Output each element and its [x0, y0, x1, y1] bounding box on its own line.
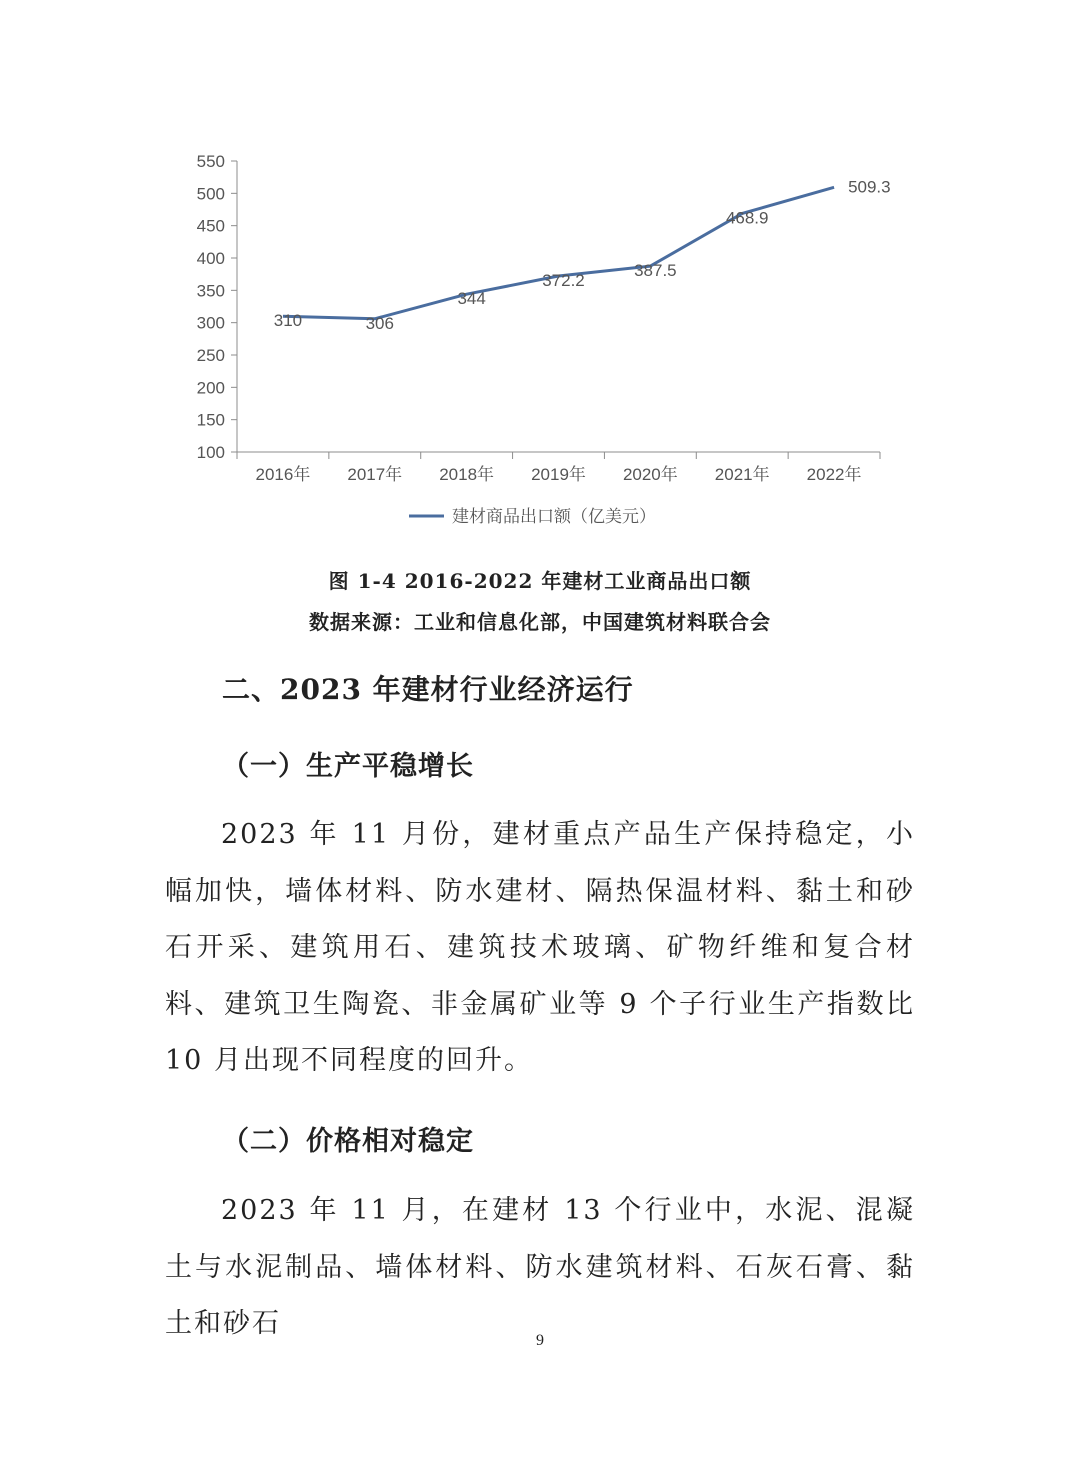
page-number: 9 — [536, 1332, 544, 1349]
x-tick-label: 2017年 — [347, 465, 403, 484]
data-label: 387.5 — [634, 261, 677, 281]
x-tick-label: 2021年 — [714, 465, 770, 484]
x-tick-label: 2020年 — [622, 465, 678, 484]
y-tick-label: 250 — [196, 346, 225, 365]
series-line — [283, 187, 834, 318]
y-tick-label: 350 — [196, 281, 225, 301]
figure-source: 数据来源：工业和信息化部，中国建筑材料联合会 — [309, 610, 771, 634]
x-tick-label: 2022年 — [806, 465, 862, 484]
x-tick-label: 2016年 — [255, 465, 311, 484]
chart-legend — [409, 507, 656, 526]
y-tick-label: 150 — [196, 410, 225, 430]
y-tick-label: 550 — [196, 152, 225, 171]
data-label: 310 — [273, 311, 303, 331]
paragraph-price: 2023 年 11 月，在建材 13 个行业中，水泥、混凝土与水泥制品、墙体材料、防水建筑材料、石灰石膏、黏土和砂石 — [165, 1195, 915, 1339]
legend-label: 建材商品出口额（亿美元） — [452, 507, 656, 526]
data-label: 468.9 — [725, 208, 769, 228]
data-label: 509.3 — [848, 177, 891, 197]
y-axis-ticks — [197, 152, 237, 462]
y-tick-label: 400 — [196, 249, 225, 268]
y-tick-label: 450 — [196, 216, 225, 236]
data-labels — [274, 177, 891, 332]
figure-caption: 图 1-4 2016-2022 年建材工业商品出口额 — [328, 569, 752, 593]
chart-axes — [237, 161, 880, 452]
chart-series — [283, 187, 834, 318]
subsection-title-production: （一）生产平稳增长 — [222, 751, 474, 782]
y-tick-label: 300 — [196, 313, 225, 333]
x-axis-ticks — [237, 452, 880, 484]
subsection-title-price: （二）价格相对稳定 — [222, 1126, 474, 1157]
y-tick-label: 200 — [196, 378, 225, 398]
x-tick-label: 2018年 — [439, 465, 495, 484]
data-label: 306 — [365, 313, 394, 333]
data-label: 344 — [457, 289, 486, 309]
x-tick-label: 2019年 — [531, 465, 586, 484]
data-label: 372.2 — [542, 270, 585, 290]
export-line-chart — [0, 0, 1080, 545]
section-title: 二、2023 年建材行业经济运行 — [222, 673, 634, 706]
paragraph-production: 2023 年 11 月份，建材重点产品生产保持稳定，小幅加快，墙体材料、防水建材、隔热保温材料、黏土和砂石开采、建筑用石、建筑技术玻璃、矿物纤维和复合材料、建筑卫生陶瓷、非金属矿业等 9 个子行业生产指数比 10 月出现不同程度的回升。 — [165, 819, 915, 1076]
y-tick-label: 500 — [196, 184, 225, 204]
y-tick-label: 100 — [196, 443, 225, 462]
